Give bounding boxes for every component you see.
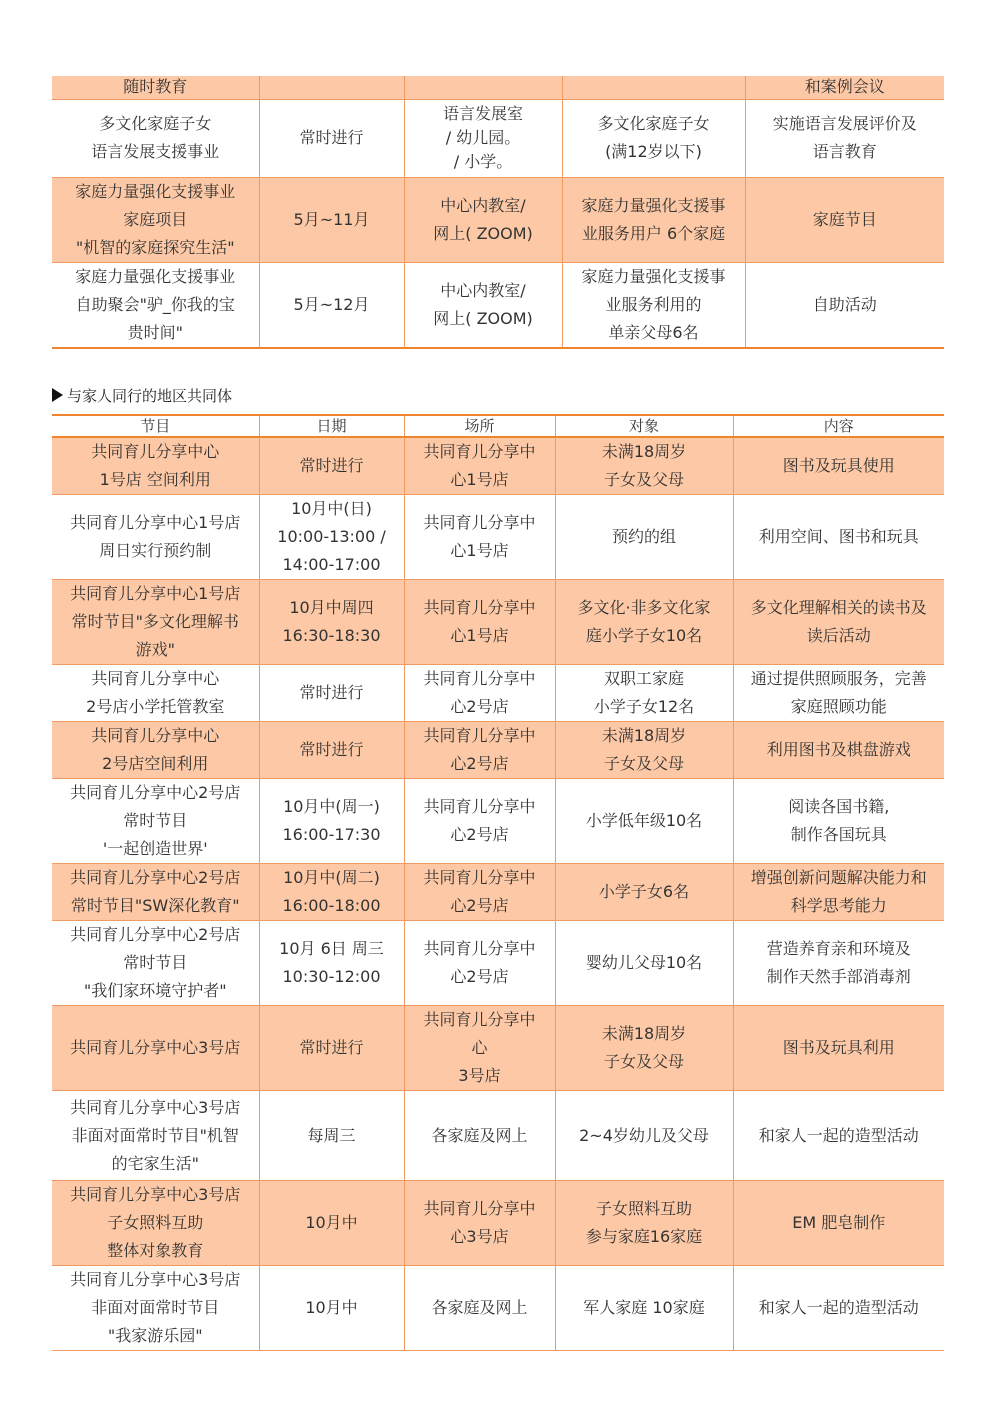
cell-program: 共同育儿分享中心2号店 常时节目 '一起创造世界' xyxy=(52,779,259,864)
table-row xyxy=(52,99,944,177)
cell-target: 军人家庭 10家庭 xyxy=(555,1266,733,1351)
cell-target: 小学子女6名 xyxy=(555,864,733,921)
triangle-bullet-icon xyxy=(52,388,63,402)
table-row xyxy=(52,1006,944,1091)
cell-place: 共同育儿分享中 心2号店 xyxy=(404,864,555,921)
table-row xyxy=(52,580,944,665)
table-row xyxy=(52,921,944,1006)
cell-place: 各家庭及网上 xyxy=(404,1266,555,1351)
cell-date: 常时进行 xyxy=(259,1006,404,1091)
table-row xyxy=(52,722,944,779)
cell-program: 共同育儿分享中心2号店 常时节目 "我们家环境守护者" xyxy=(52,921,259,1006)
cell-content: 营造养育亲和环境及 制作天然手部消毒剂 xyxy=(766,939,911,986)
section-heading xyxy=(52,385,232,405)
cell-target: 家庭力量强化支援事 业服务利用的 单亲父母6名 xyxy=(562,262,745,348)
header-place: 场所 xyxy=(404,415,555,437)
cell-date: 常时进行 xyxy=(259,665,404,722)
table-header-row xyxy=(52,415,944,437)
cell-target: 预约的组 xyxy=(555,495,733,580)
cell-target: 多文化·非多文化家 庭小学子女10名 xyxy=(555,580,733,665)
cell-date: 10月 6日 周三 10:30-12:00 xyxy=(259,921,404,1006)
cell-date: 10月中 xyxy=(259,1181,404,1266)
cell-program: 共同育儿分享中心 2号店小学托管教室 xyxy=(52,665,259,722)
cell-content: 实施语言发展评价及 语言教育 xyxy=(772,114,917,161)
cell-content: 通过提供照顾服务，完善 家庭照顾功能 xyxy=(750,669,927,716)
cell-target: 婴幼儿父母10名 xyxy=(555,921,733,1006)
table-row xyxy=(52,864,944,921)
section-title: 与家人同行的地区共同体 xyxy=(67,386,233,405)
cell-place: 语言发展室 / 幼儿园。 / 小学。 xyxy=(404,99,562,177)
cell-place: 共同育儿分享中 心3号店 xyxy=(404,1181,555,1266)
cell-date: 每周三 xyxy=(259,1091,404,1181)
cell-date: 5月~12月 xyxy=(259,262,404,348)
header-target: 对象 xyxy=(555,415,733,437)
cell-program: 随时教育 xyxy=(52,76,259,99)
cell-program: 共同育儿分享中心3号店 xyxy=(52,1006,259,1091)
table-row xyxy=(52,76,944,99)
cell-target: 双职工家庭 小学子女12名 xyxy=(555,665,733,722)
cell-content: EM 肥皂制作 xyxy=(733,1181,944,1266)
cell-target: 未满18周岁 子女及父母 xyxy=(555,437,733,495)
cell-place: 中心内教室/ 网上( ZOOM) xyxy=(404,262,562,348)
cell-date: 常时进行 xyxy=(259,722,404,779)
cell-content: 和家人一起的造型活动 xyxy=(758,1298,919,1317)
cell-content: 增强创新问题解决能力和 科学思考能力 xyxy=(733,864,944,921)
cell-place: 共同育儿分享中 心2号店 xyxy=(404,722,555,779)
cell-place xyxy=(404,76,562,99)
cell-date: 10月中(周一) 16:00-17:30 xyxy=(259,779,404,864)
cell-program: 多文化家庭子女 语言发展支援事业 xyxy=(52,99,259,177)
cell-target: 家庭力量强化支援事 业服务用户 6个家庭 xyxy=(562,177,745,262)
cell-program: 共同育儿分享中心1号店 周日实行预约制 xyxy=(52,495,259,580)
cell-program: 共同育儿分享中心3号店 非面对面常时节目 "我家游乐园" xyxy=(52,1266,259,1351)
header-content: 内容 xyxy=(823,417,854,435)
cell-content: 家庭节目 xyxy=(745,177,944,262)
table-row xyxy=(52,1266,944,1351)
cell-date xyxy=(259,76,404,99)
cell-place: 中心内教室/ 网上( ZOOM) xyxy=(404,177,562,262)
cell-date: 常时进行 xyxy=(259,437,404,495)
cell-content: 利用空间、图书和玩具 xyxy=(758,527,919,546)
cell-place: 各家庭及网上 xyxy=(404,1091,555,1181)
cell-content: 和家人一起的造型活动 xyxy=(758,1125,919,1145)
cell-place: 共同育儿分享中 心2号店 xyxy=(404,779,555,864)
cell-content: 图书及玩具使用 xyxy=(733,437,944,495)
cell-target: 未满18周岁 子女及父母 xyxy=(555,1006,733,1091)
table-row xyxy=(52,1181,944,1266)
cell-date: 10月中(周二) 16:00-18:00 xyxy=(259,864,404,921)
cell-place: 共同育儿分享中 心2号店 xyxy=(404,665,555,722)
header-program: 节目 xyxy=(52,415,259,437)
table-row xyxy=(52,779,944,864)
cell-target xyxy=(562,76,745,99)
cell-date: 10月中 xyxy=(259,1266,404,1351)
cell-program: 共同育儿分享中心 2号店空间利用 xyxy=(52,722,259,779)
cell-content: 利用图书及棋盘游戏 xyxy=(733,722,944,779)
cell-program: 共同育儿分享中心2号店 常时节目"SW深化教育" xyxy=(52,864,259,921)
table-row xyxy=(52,665,944,722)
table-row xyxy=(52,177,944,262)
cell-content: 和案例会议 xyxy=(745,76,944,99)
cell-target: 子女照料互助 参与家庭16家庭 xyxy=(555,1181,733,1266)
cell-program: 共同育儿分享中心 1号店 空间利用 xyxy=(52,437,259,495)
cell-program: 共同育儿分享中心1号店 常时节目"多文化理解书 游戏" xyxy=(52,580,259,665)
community-program-table xyxy=(52,414,944,1351)
cell-place: 共同育儿分享中 心1号店 xyxy=(404,437,555,495)
cell-content: 自助活动 xyxy=(812,294,877,314)
cell-target: 2~4岁幼儿及父母 xyxy=(555,1091,733,1181)
cell-target: 小学低年级10名 xyxy=(555,779,733,864)
cell-place: 共同育儿分享中 心2号店 xyxy=(404,921,555,1006)
cell-program: 共同育儿分享中心3号店 子女照料互助 整体对象教育 xyxy=(52,1181,259,1266)
header-date: 日期 xyxy=(259,415,404,437)
cell-program: 共同育儿分享中心3号店 非面对面常时节目"机智 的宅家生活" xyxy=(52,1091,259,1181)
cell-target: 未满18周岁 子女及父母 xyxy=(555,722,733,779)
cell-program: 家庭力量强化支援事业 家庭项目 "机智的家庭探究生活" xyxy=(52,177,259,262)
cell-content: 多文化理解相关的读书及 读后活动 xyxy=(733,580,944,665)
table-row xyxy=(52,437,944,495)
table-row xyxy=(52,262,944,348)
cell-place: 共同育儿分享中 心1号店 xyxy=(404,580,555,665)
cell-content: 阅读各国书籍, 制作各国玩具 xyxy=(788,797,890,844)
cell-date: 10月中(日) 10:00-13:00 / 14:00-17:00 xyxy=(259,495,404,580)
cell-program: 家庭力量强化支援事业 自助聚会"驴_你我的宝 贵时间" xyxy=(52,262,259,348)
cell-date: 10月中周四 16:30-18:30 xyxy=(259,580,404,665)
cell-content: 图书及玩具利用 xyxy=(733,1006,944,1091)
cell-date: 5月~11月 xyxy=(259,177,404,262)
cell-place: 共同育儿分享中 心1号店 xyxy=(404,495,555,580)
cell-date: 常时进行 xyxy=(259,99,404,177)
program-table-continued xyxy=(52,76,944,349)
table-row xyxy=(52,1091,944,1181)
table-row xyxy=(52,495,944,580)
cell-target: 多文化家庭子女 (满12岁以下) xyxy=(562,99,745,177)
cell-place: 共同育儿分享中 心 3号店 xyxy=(404,1006,555,1091)
